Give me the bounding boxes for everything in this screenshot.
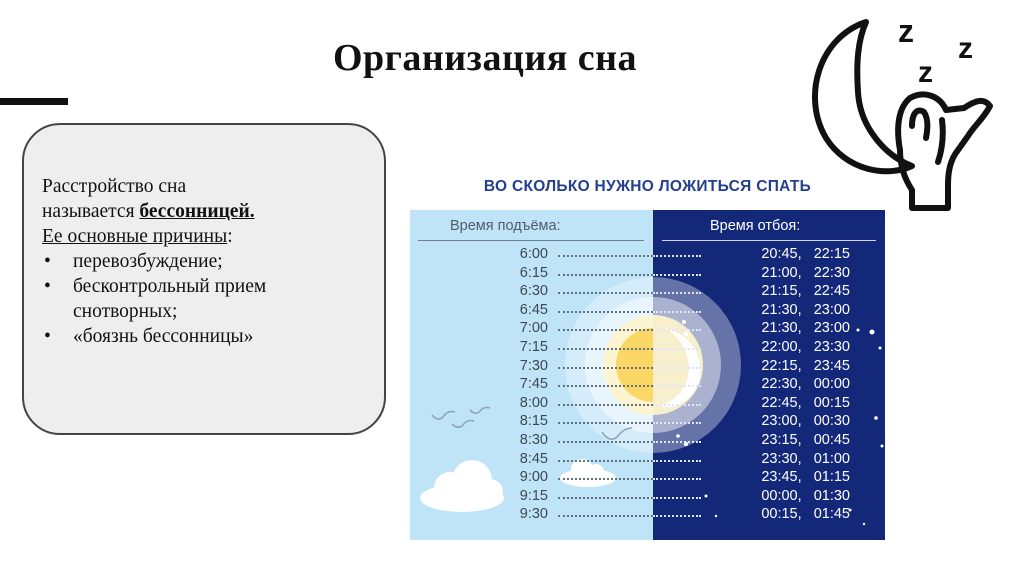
infographic-title: ВО СКОЛЬКО НУЖНО ЛОЖИТЬСЯ СПАТЬ	[483, 178, 812, 195]
table-row	[410, 432, 885, 451]
bed-time-header: Время отбоя:	[710, 218, 801, 234]
wake-time: 8:15	[519, 413, 548, 430]
bed-times: 21:30, 23:00	[761, 320, 850, 337]
bed-times: 23:45, 01:15	[761, 469, 850, 486]
table-row	[410, 246, 885, 265]
wake-time: 9:00	[519, 469, 548, 486]
z-letter: z	[918, 56, 933, 89]
wake-time: 8:00	[519, 394, 548, 411]
z-letter: z	[958, 32, 973, 65]
dotted-leader	[558, 329, 653, 331]
info-line-prefix: называется	[42, 201, 140, 222]
dotted-leader	[558, 422, 653, 424]
bed-times: 21:30, 23:00	[761, 301, 850, 318]
wake-time-header: Время подъёма:	[450, 218, 561, 234]
table-row	[410, 320, 885, 339]
wake-time: 7:30	[519, 357, 548, 374]
slide-title: Организация сна	[332, 37, 638, 79]
bed-times: 23:00, 00:30	[761, 413, 850, 430]
dotted-leader	[653, 274, 701, 276]
bed-times: 00:00, 01:30	[761, 487, 850, 504]
list-item: • «боязнь бессонницы»	[42, 324, 372, 349]
bed-times: 22:00, 23:30	[761, 338, 850, 355]
dotted-leader	[558, 292, 653, 294]
causes-heading: Ее основные причины	[42, 226, 228, 247]
causes-list	[42, 249, 372, 349]
info-line: Расстройство сна	[42, 176, 187, 197]
wake-time: 6:45	[519, 301, 548, 318]
bed-times: 00:15, 01:45	[761, 506, 850, 523]
wake-time: 8:45	[519, 450, 548, 467]
schedule-table	[410, 246, 885, 525]
table-row	[410, 358, 885, 377]
table-row	[410, 302, 885, 321]
table-row	[410, 376, 885, 395]
bed-times: 23:30, 01:00	[761, 450, 850, 467]
dotted-leader	[558, 460, 653, 462]
dotted-leader	[653, 478, 701, 480]
bed-times: 23:15, 00:45	[761, 431, 850, 448]
dotted-leader	[558, 255, 653, 257]
info-line	[42, 199, 372, 224]
dotted-leader	[653, 404, 701, 406]
dotted-leader	[653, 441, 701, 443]
dotted-leader	[558, 311, 653, 313]
bed-times: 21:15, 22:45	[761, 283, 850, 300]
bed-times: 22:15, 23:45	[761, 357, 850, 374]
dotted-leader	[558, 441, 653, 443]
info-text	[42, 174, 372, 349]
bed-times: 22:45, 00:15	[761, 394, 850, 411]
wake-time: 8:30	[519, 431, 548, 448]
wake-time: 9:15	[519, 487, 548, 504]
wake-time: 6:15	[519, 264, 548, 281]
dotted-leader	[653, 348, 701, 350]
dotted-leader	[653, 292, 701, 294]
header-divider	[662, 240, 876, 241]
list-item: • перевозбуждение;	[42, 249, 372, 274]
snore-z-letters	[898, 13, 973, 89]
wake-time: 6:00	[519, 246, 548, 262]
insomnia-term: бессонницей.	[139, 201, 255, 222]
causes-colon: :	[227, 226, 233, 247]
bed-times: 21:00, 22:30	[761, 264, 850, 281]
dotted-leader	[653, 385, 701, 387]
dotted-leader	[653, 422, 701, 424]
dotted-leader	[558, 515, 653, 517]
dotted-leader	[558, 274, 653, 276]
wake-time: 7:45	[519, 376, 548, 393]
header-divider	[418, 240, 644, 241]
dotted-leader	[653, 367, 701, 369]
dotted-leader	[653, 460, 701, 462]
table-row	[410, 451, 885, 470]
table-row	[410, 469, 885, 488]
table-row	[410, 283, 885, 302]
z-letter: z	[898, 13, 914, 49]
table-row	[410, 413, 885, 432]
dotted-leader	[558, 367, 653, 369]
wake-time: 7:00	[519, 320, 548, 337]
dotted-leader	[653, 255, 701, 257]
dotted-leader	[653, 311, 701, 313]
table-row	[410, 265, 885, 284]
infographic-panel	[410, 210, 885, 540]
sleep-schedule-infographic	[410, 172, 885, 540]
wake-time: 7:15	[519, 338, 548, 355]
dotted-leader	[558, 497, 653, 499]
bed-times: 22:30, 00:00	[761, 376, 850, 393]
wake-time: 9:30	[519, 506, 548, 523]
dotted-leader	[558, 385, 653, 387]
table-row	[410, 395, 885, 414]
dotted-leader	[558, 348, 653, 350]
accent-bar	[0, 98, 68, 105]
dotted-leader	[653, 515, 701, 517]
table-row	[410, 506, 885, 525]
wake-time: 6:30	[519, 283, 548, 300]
dotted-leader	[558, 404, 653, 406]
bed-times: 20:45, 22:15	[761, 246, 850, 262]
dotted-leader	[653, 497, 701, 499]
dotted-leader	[558, 478, 653, 480]
info-line	[42, 224, 372, 249]
table-row	[410, 488, 885, 507]
table-row	[410, 339, 885, 358]
list-item: • бесконтрольный прием снотворных;	[42, 274, 372, 324]
dotted-leader	[653, 329, 701, 331]
